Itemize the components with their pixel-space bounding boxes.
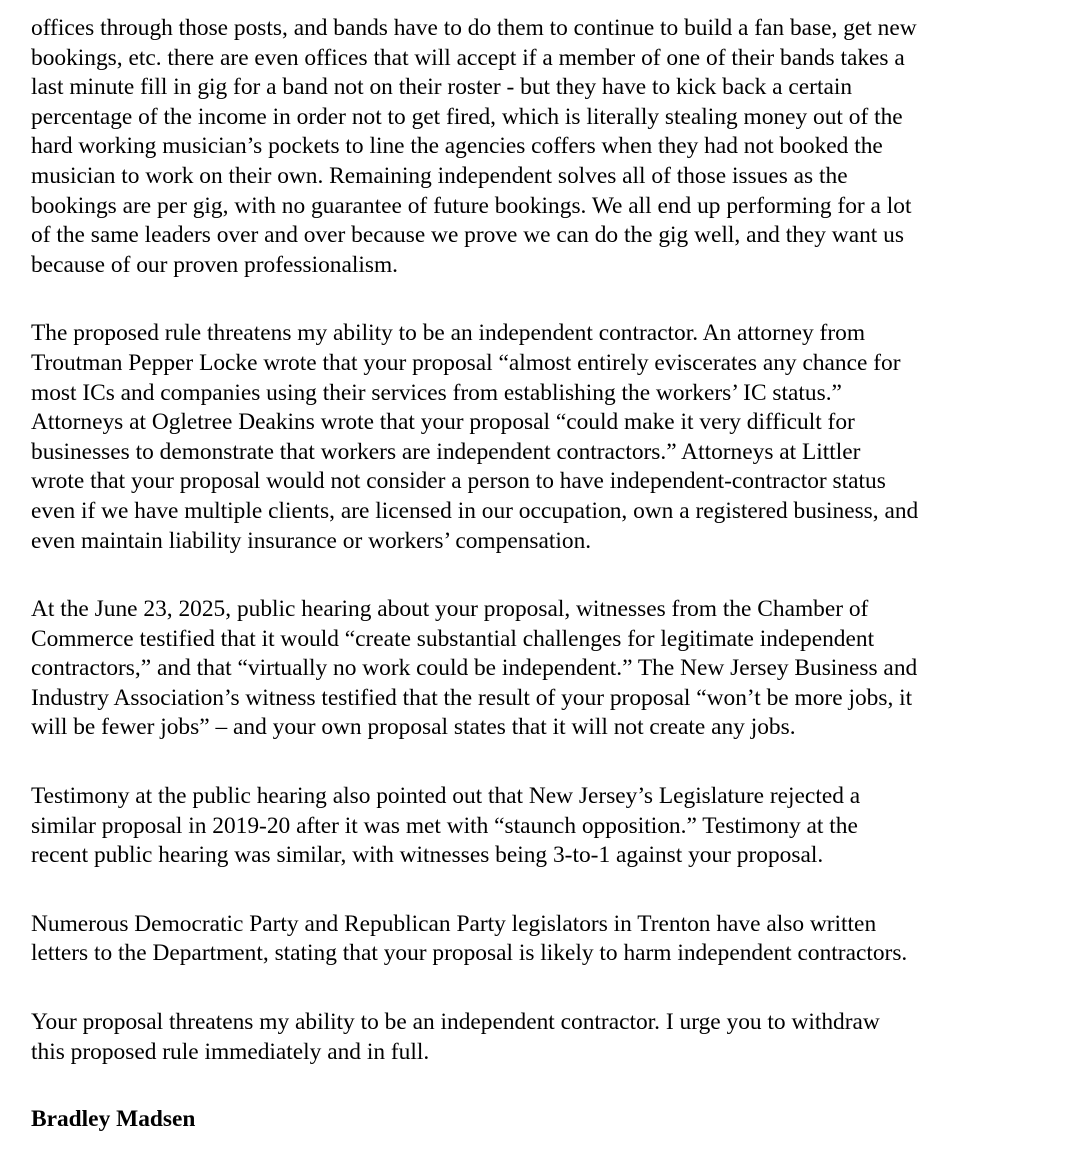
text-line: Your proposal threatens my ability to be an independent contractor. I urge you to withdraw: [31, 1009, 880, 1036]
text-line: even maintain liability insurance or workers’ compensation.: [31, 527, 592, 554]
text-line: recent public hearing was similar, with witnesses being 3-to-1 against your proposal.: [31, 842, 824, 869]
text-line: similar proposal in 2019-20 after it was met with “staunch opposition.” Testimony at the: [31, 812, 858, 839]
paragraph-legislator-letters: [31, 910, 1041, 969]
text-line: because of our proven professionalism.: [31, 251, 398, 278]
text-line: bookings are per gig, with no guarantee of future bookings. We all end up performing for a lot: [31, 192, 912, 219]
paragraph-booking-agencies: [31, 14, 1041, 280]
text-line: Testimony at the public hearing also pointed out that New Jersey’s Legislature rejected a: [31, 783, 861, 810]
text-line: Numerous Democratic Party and Republican Party legislators in Trenton have also written: [31, 910, 877, 937]
text-line: bookings, etc. there are even offices that will accept if a member of one of their bands takes a: [31, 44, 905, 71]
paragraph-attorney-opinions: [31, 319, 1041, 556]
text-line: contractors,” and that “virtually no work could be independent.” The New Jersey Business and: [31, 655, 918, 682]
text-line: letters to the Department, stating that your proposal is likely to harm independent contractors.: [31, 940, 908, 967]
signature-name: Bradley Madsen: [31, 1106, 196, 1133]
text-line: will be fewer jobs” – and your own proposal states that it will not create any jobs.: [31, 714, 796, 741]
text-line: businesses to demonstrate that workers are independent contractors.” Attorneys at Littler: [31, 438, 861, 465]
text-line: last minute fill in gig for a band not on their roster - but they have to kick back a certain: [31, 74, 853, 101]
letter-page: [31, 14, 1041, 1135]
paragraph-legislature-testimony: [31, 782, 1041, 871]
text-line: At the June 23, 2025, public hearing about your proposal, witnesses from the Chamber of: [31, 596, 869, 623]
text-line: Industry Association’s witness testified that the result of your proposal “won’t be more jobs, it: [31, 684, 913, 711]
text-line: The proposed rule threatens my ability to be an independent contractor. An attorney from: [31, 320, 866, 347]
text-line: offices through those posts, and bands have to do them to continue to build a fan base, get new: [31, 15, 917, 41]
text-line: most ICs and companies using their services from establishing the workers’ IC status.”: [31, 379, 842, 406]
text-line: wrote that your proposal would not consider a person to have independent-contractor status: [31, 468, 886, 495]
text-line: Troutman Pepper Locke wrote that your proposal “almost entirely eviscerates any chance for: [31, 349, 901, 376]
text-line: this proposed rule immediately and in full.: [31, 1038, 430, 1065]
text-line: musician to work on their own. Remaining independent solves all of those issues as the: [31, 162, 848, 189]
text-line: Attorneys at Ogletree Deakins wrote that your proposal “could make it very difficult for: [31, 409, 855, 436]
text-line: Commerce testified that it would “create substantial challenges for legitimate independent: [31, 625, 875, 652]
text-line: percentage of the income in order not to get fired, which is literally stealing money out of the: [31, 103, 903, 130]
paragraph-closing-request: [31, 1008, 1041, 1067]
text-line: hard working musician’s pockets to line the agencies coffers when they had not booked the: [31, 133, 883, 160]
paragraph-public-hearing: [31, 595, 1041, 743]
text-line: of the same leaders over and over because we prove we can do the gig well, and they want us: [31, 222, 904, 249]
text-line: even if we have multiple clients, are licensed in our occupation, own a registered business, and: [31, 497, 919, 524]
